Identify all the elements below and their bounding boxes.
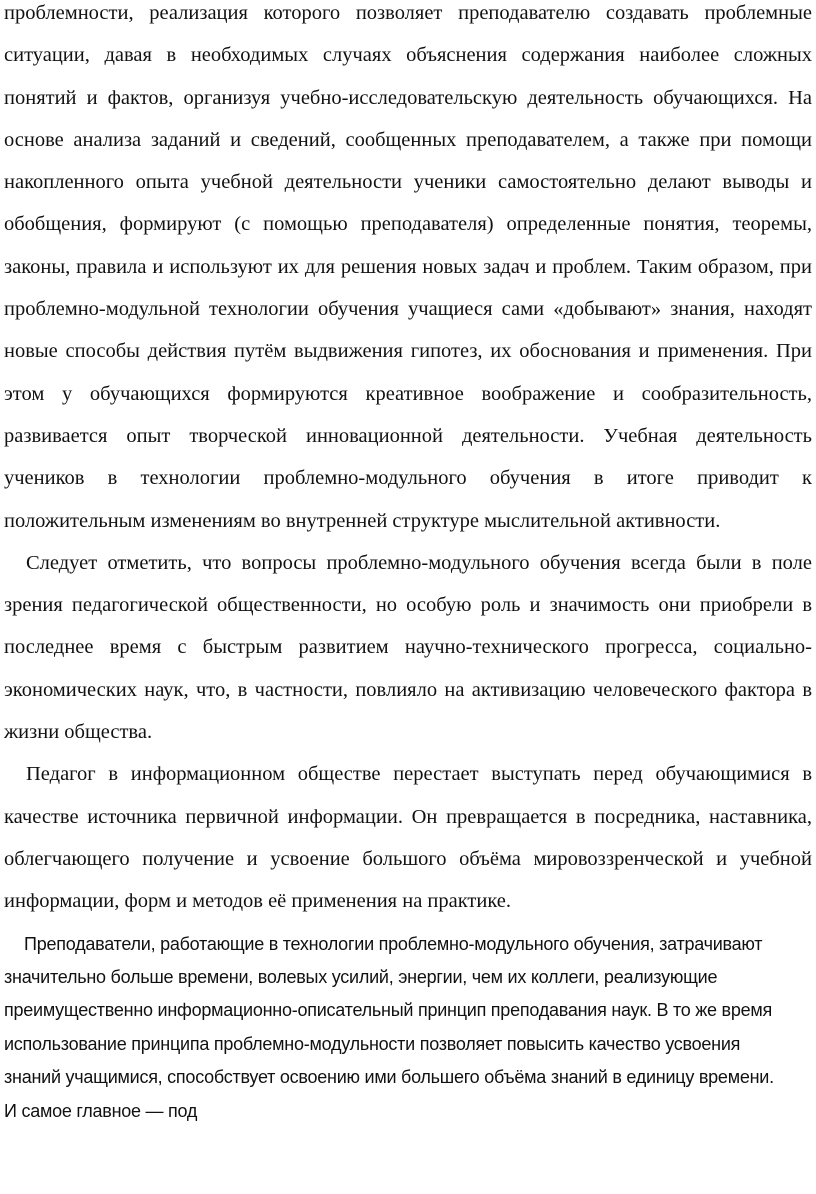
serif-text-block	[4, 0, 812, 923]
paragraph-teacher-effort: Преподаватели, работающие в технологии проблемно-модульного обучения, затрачивают значительно больше времени, волевых усилий, энергии, чем их коллеги, реализующие преимущественно информационно-описательный принцип преподавания наук. В то же время использование принципа проблемно-модульности позволяет повысить качество усвоения знаний учащимися, способствует освоению ими большего объёма знаний в единицу времени. И самое главное — под	[4, 933, 774, 1121]
paragraph-problem-modular-learning: проблемности, реализация которого позволяет преподавателю создавать проблемные ситуации, давая в необходимых случаях объяснения содержания наиболее сложных понятий и фактов, организуя учебно-исследовательскую деятельность обучающихся. На основе анализа заданий и сведений, сообщенных преподавателем, а также при помощи накопленного опыта учебной деятельности ученики самостоятельно делают выводы и обобщения, формируют (с помощью преподавателя) определенные понятия, теоремы, законы, правила и используют их для решения новых задач и проблем. Таким образом, при проблемно-модульной технологии обучения учащиеся сами «добывают» знания, находят новые способы действия путём выдвижения гипотез, их обоснования и применения. При этом у обучающихся формируются креативное воображение и сообразительность, развивается опыт творческой инновационной деятельности. Учебная деятельность учеников в технологии проблемно-модульного обучения в итоге приводит к положительным изменениям во внутренней структуре мыслительной активности.	[4, 2, 812, 532]
paragraph-teacher-role: Педагог в информационном обществе перестает выступать перед обучающимися в качестве источника первичной информации. Он превращается в посредника, наставника, облегчающего получение и усвоение большого объёма мировоззренческой и учебной информации, форм и методов её применения на практике.	[4, 763, 812, 913]
paragraph-public-attention: Следует отметить, что вопросы проблемно-модульного обучения всегда были в поле зрения педагогической общественности, но особую роль и значимость они приобрели в последнее время с быстрым развитием научно-технического прогресса, социально-экономических наук, что, в частности, повлияло на активизацию человеческого фактора в жизни общества.	[4, 551, 812, 744]
